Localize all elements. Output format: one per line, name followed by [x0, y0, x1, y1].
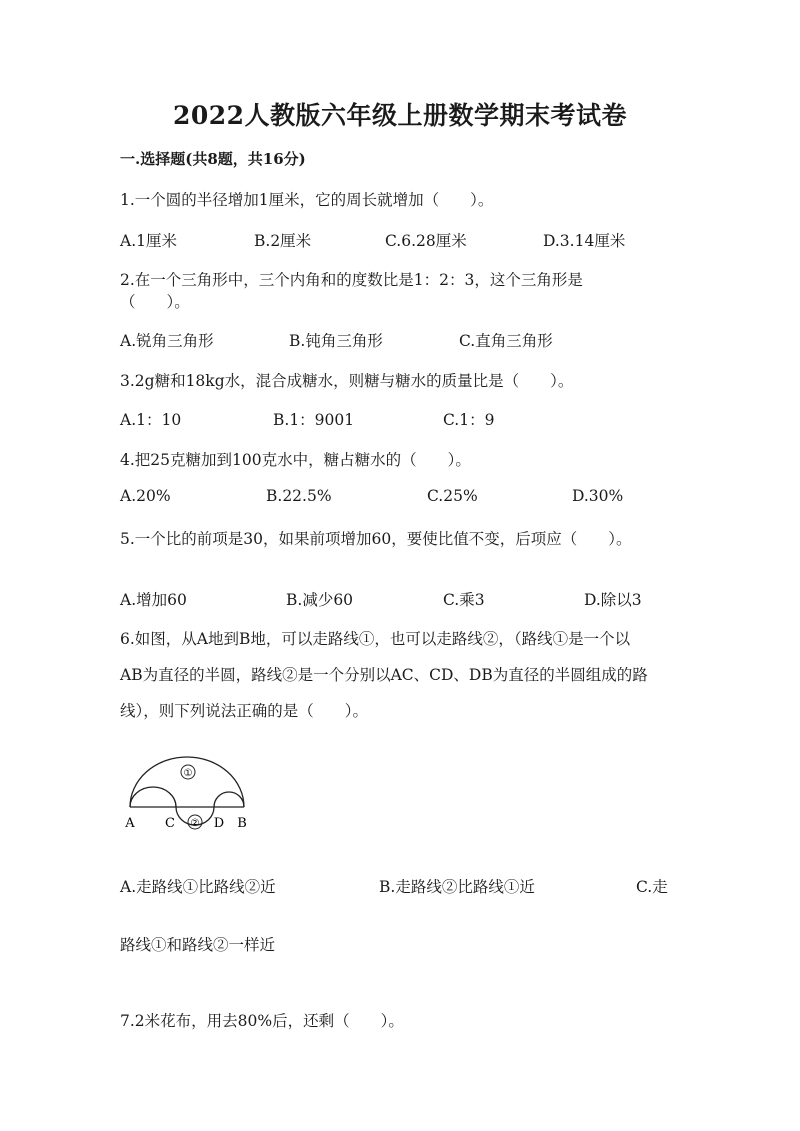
question-3: 3.2g糖和18kg水，混合成糖水，则糖与糖水的质量比是（ ）。 — [120, 372, 574, 390]
q3-option-b[interactable]: B.1：9001 — [273, 411, 355, 429]
question-5: 5.一个比的前项是30，如果前项增加60，要使比值不变，后项应（ ）。 — [120, 530, 632, 548]
q5-option-a[interactable]: A.增加60 — [120, 591, 187, 609]
q6-option-c-continued[interactable]: 路线①和路线②一样近 — [120, 936, 276, 954]
page-title: 2022人教版六年级上册数学期末考试卷 — [172, 101, 628, 130]
q4-option-b[interactable]: B.22.5% — [266, 487, 332, 505]
section-heading: 一.选择题(共8题，共16分) — [120, 150, 306, 168]
q2-option-a[interactable]: A.锐角三角形 — [120, 332, 214, 350]
route-1-arc — [130, 757, 244, 807]
question-6-line-1: 6.如图，从A地到B地，可以走路线①，也可以走路线②，（路线①是一个以 — [120, 630, 631, 648]
q1-option-c[interactable]: C.6.28厘米 — [385, 232, 467, 250]
q6-option-b[interactable]: B.走路线②比路线①近 — [379, 878, 535, 896]
q3-option-a[interactable]: A.1：10 — [120, 411, 182, 429]
q6-option-c[interactable]: C.走 — [636, 878, 668, 896]
question-7: 7.2米花布，用去80%后，还剩（ ）。 — [120, 1012, 404, 1030]
point-a-label: A — [125, 816, 135, 831]
q1-option-a[interactable]: A.1厘米 — [120, 232, 177, 250]
question-6-line-2: AB为直径的半圆，路线②是一个分别以AC、CD、DB为直径的半圆组成的路 — [120, 666, 648, 684]
q3-option-c[interactable]: C.1：9 — [443, 411, 495, 429]
q4-option-d[interactable]: D.30% — [572, 487, 624, 505]
q1-option-b[interactable]: B.2厘米 — [254, 232, 312, 250]
route-2-arc-db — [214, 792, 244, 807]
q4-option-c[interactable]: C.25% — [427, 487, 478, 505]
q2-option-c[interactable]: C.直角三角形 — [459, 332, 553, 350]
route-diagram — [118, 755, 258, 835]
q4-option-a[interactable]: A.20% — [120, 487, 171, 505]
question-1: 1.一个圆的半径增加1厘米，它的周长就增加（ ）。 — [120, 191, 494, 209]
q2-option-b[interactable]: B.钝角三角形 — [289, 332, 383, 350]
point-b-label: B — [237, 816, 247, 831]
route-2-arc-ac — [130, 787, 176, 807]
q5-option-c[interactable]: C.乘3 — [443, 591, 485, 609]
question-4: 4.把25克糖加到100克水中，糖占糖水的（ ）。 — [120, 451, 471, 469]
q1-option-d[interactable]: D.3.14厘米 — [543, 232, 626, 250]
point-c-label: C — [165, 816, 175, 831]
q5-option-d[interactable]: D.除以3 — [584, 591, 642, 609]
route-1-label: ① — [183, 768, 193, 779]
q5-option-b[interactable]: B.减少60 — [286, 591, 354, 609]
point-d-label: D — [213, 816, 225, 831]
question-6-line-3: 线），则下列说法正确的是（ ）。 — [120, 702, 369, 720]
route-2-label: ② — [190, 818, 200, 829]
q6-option-a[interactable]: A.走路线①比路线②近 — [120, 878, 276, 896]
question-2-line-2: （ ）。 — [120, 293, 190, 311]
question-2-line-1: 2.在一个三角形中，三个内角和的度数比是1：2：3，这个三角形是 — [120, 271, 583, 289]
